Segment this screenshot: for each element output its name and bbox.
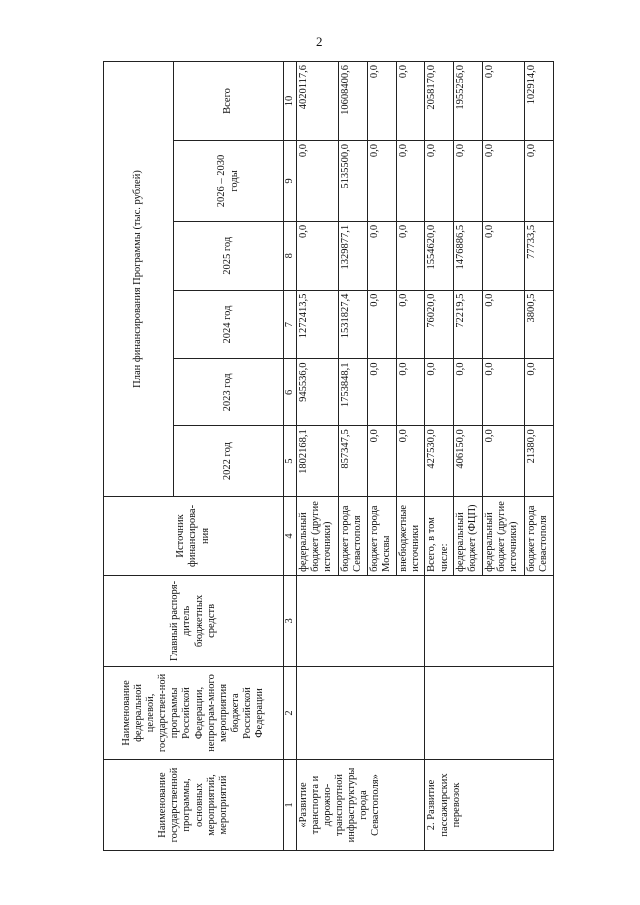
page-number: 2 — [316, 34, 323, 49]
value-total: 4020117,6 — [297, 62, 339, 141]
value-2025: 77733,5 — [525, 221, 554, 290]
value-2022: 857347,5 — [338, 426, 367, 497]
value-2023: 0,0 — [454, 359, 483, 426]
header-year-2025: 2025 год — [174, 221, 284, 290]
value-2023: 0,0 — [425, 359, 454, 426]
budget-manager-cell — [297, 575, 425, 666]
value-2022: 1802168,1 — [297, 426, 339, 497]
value-2023: 0,0 — [396, 359, 425, 426]
value-2025: 0,0 — [297, 221, 339, 290]
value-2026-2030: 0,0 — [425, 140, 454, 221]
value-total: 0,0 — [367, 62, 396, 141]
source-cell: бюджет города Москвы — [367, 497, 396, 576]
value-total: 102914,0 — [525, 62, 554, 141]
value-2026-2030: 0,0 — [297, 140, 339, 221]
value-2025: 1329877,1 — [338, 221, 367, 290]
value-2026-2030: 0,0 — [525, 140, 554, 221]
index-cell: 4 — [284, 497, 297, 576]
value-2024: 0,0 — [483, 290, 525, 359]
source-cell: федеральный бюджет (другие источники) — [297, 497, 339, 576]
header-year-2022: 2022 год — [174, 426, 284, 497]
value-2022: 0,0 — [367, 426, 396, 497]
index-cell: 5 — [284, 426, 297, 497]
header-year-2023: 2023 год — [174, 359, 284, 426]
program-name-cell: «Развитие транспорта и дорожно-транспортной инфраструктуры города Севастополя» — [297, 759, 425, 850]
value-total: 0,0 — [483, 62, 525, 141]
index-cell: 1 — [284, 759, 297, 850]
index-cell: 6 — [284, 359, 297, 426]
value-2024: 0,0 — [367, 290, 396, 359]
value-total: 10608400,6 — [338, 62, 367, 141]
federal-program-cell — [425, 666, 554, 759]
header-financing-plan: План финансирования Программы (тыс. рублей) — [104, 62, 174, 497]
value-2022: 406150,0 — [454, 426, 483, 497]
header-year-2024: 2024 год — [174, 290, 284, 359]
header-year-2026-2030: 2026 – 2030 годы — [174, 140, 284, 221]
index-cell: 10 — [284, 62, 297, 141]
source-cell: внебюджетные источники — [396, 497, 425, 576]
value-2022: 427530,0 — [425, 426, 454, 497]
value-total: 2058170,0 — [425, 62, 454, 141]
value-2025: 1476886,5 — [454, 221, 483, 290]
value-2026-2030: 5135500,0 — [338, 140, 367, 221]
value-2026-2030: 0,0 — [367, 140, 396, 221]
index-cell: 3 — [284, 575, 297, 666]
index-cell: 7 — [284, 290, 297, 359]
value-total: 1955256,0 — [454, 62, 483, 141]
value-total: 0,0 — [396, 62, 425, 141]
measure-name-cell: 2. Развитие пассажирских перевозок — [425, 759, 554, 850]
source-cell: федеральный бюджет (ФЦП) — [454, 497, 483, 576]
value-2023: 945536,0 — [297, 359, 339, 426]
financing-table — [103, 61, 554, 851]
value-2024: 0,0 — [396, 290, 425, 359]
financing-table-container — [103, 61, 554, 851]
source-cell: Всего, в том числе: — [425, 497, 454, 576]
value-2023: 0,0 — [367, 359, 396, 426]
source-cell: бюджет города Севастополя — [338, 497, 367, 576]
budget-manager-cell — [425, 575, 554, 666]
value-2025: 0,0 — [396, 221, 425, 290]
value-2025: 0,0 — [367, 221, 396, 290]
value-2024: 72219,5 — [454, 290, 483, 359]
rotated-table — [103, 61, 554, 851]
header-program-name: Наименование государственной программы, основных мероприятий, мероприятий — [104, 759, 284, 850]
header-total: Всего — [174, 62, 284, 141]
value-2025: 1554620,0 — [425, 221, 454, 290]
header-funding-source: Источник финансирова-ния — [104, 497, 284, 576]
value-2023: 1753848,1 — [338, 359, 367, 426]
value-2023: 0,0 — [483, 359, 525, 426]
header-row-1 — [104, 62, 174, 851]
source-cell: федеральный бюджет (другие источники) — [483, 497, 525, 576]
value-2022: 0,0 — [483, 426, 525, 497]
value-2024: 1272413,5 — [297, 290, 339, 359]
value-2024: 3800,5 — [525, 290, 554, 359]
federal-program-cell — [297, 666, 425, 759]
index-cell: 9 — [284, 140, 297, 221]
table-row — [297, 62, 339, 851]
value-2026-2030: 0,0 — [454, 140, 483, 221]
value-2026-2030: 0,0 — [396, 140, 425, 221]
index-cell: 2 — [284, 666, 297, 759]
value-2022: 21380,0 — [525, 426, 554, 497]
value-2024: 1531827,4 — [338, 290, 367, 359]
header-budget-manager: Главный распоря-дитель бюджетных средств — [104, 575, 284, 666]
value-2026-2030: 0,0 — [483, 140, 525, 221]
index-cell: 8 — [284, 221, 297, 290]
table-row — [425, 62, 454, 851]
source-cell: бюджет города Севастополя — [525, 497, 554, 576]
header-federal-program: Наименование федеральной целевой, государствен-ной программы Российской Федерации, непрограм-много мероприятия бюджета Российской Федерации — [104, 666, 284, 759]
index-row — [284, 62, 297, 851]
value-2022: 0,0 — [396, 426, 425, 497]
value-2024: 76020,0 — [425, 290, 454, 359]
value-2025: 0,0 — [483, 221, 525, 290]
value-2023: 0,0 — [525, 359, 554, 426]
